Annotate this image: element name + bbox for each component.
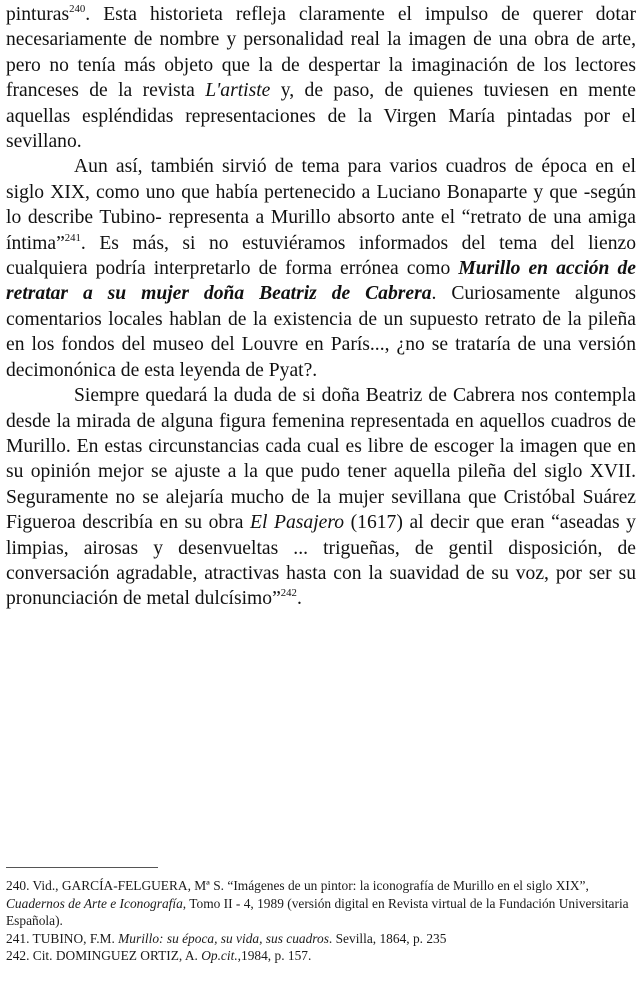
paragraph-3 bbox=[6, 383, 636, 612]
footnote-separator bbox=[6, 867, 158, 868]
footnote-ref: 241 bbox=[64, 231, 81, 244]
footnotes bbox=[6, 877, 636, 965]
bold-italic-run: Murillo en acción de retratar a su mujer doña Beatriz de Cabrera bbox=[6, 258, 636, 305]
text-run: . Curiosamente algunos comentarios locales hablan de la existencia de un supuesto retrato de la pileña en los fondos del museo del Louvre en París..., ¿no se trataría de una versión decimonónica de esta leyenda de Pyat?. bbox=[6, 283, 637, 381]
text-run: 241. TUBINO, F.M. bbox=[6, 930, 119, 946]
text-run: . Es más, si no estuviéramos informados del tema del lienzo cualquiera podría interpretarlo de forma errónea como bbox=[6, 232, 636, 280]
paragraph-2 bbox=[6, 154, 636, 383]
footnote-241 bbox=[6, 930, 636, 948]
italic-run: El Pasajero bbox=[250, 512, 345, 534]
text-run: , Tomo II - 4, 1989 (versión digital en Revista virtual de la Fundación Universitaria Española). bbox=[6, 895, 629, 928]
paragraph-1 bbox=[6, 2, 636, 154]
text-run: . Esta historieta refleja claramente el impulso de querer dotar necesariamente de nombre y personalidad real la imagen de una obra de arte, pero no tenía más objeto que la de despertar la imaginación de los lectores franceses de la revista bbox=[6, 4, 636, 102]
text-run: y, de paso, de quienes tuviesen en mente aquellas espléndidas representaciones de la Virgen María pintadas por el sevillano. bbox=[6, 80, 637, 153]
text-run: Siempre quedará la duda de si doña Beatriz de Cabrera nos contempla desde la mirada de alguna figura femenina representada en aquellos cuadros de Murillo. En estas circunstancias cada cual es libre de escoger la imagen que en su opinión mejor se ajuste a la que pudo tener aquella pileña del siglo XVII. Seguramente no se alejaría mucho de la mujer sevillana que Cristóbal Suárez Figueroa describía en su obra bbox=[6, 385, 636, 534]
text-run: 242. Cit. DOMINGUEZ ORTIZ, A. bbox=[6, 948, 202, 963]
italic-run: Op.cit. bbox=[201, 948, 238, 963]
text-run: ,1984, p. 157. bbox=[237, 948, 312, 963]
footnote-240 bbox=[6, 877, 636, 930]
text-run: . bbox=[296, 588, 302, 610]
text-run: Aun así, también sirvió de tema para varios cuadros de época en el siglo XIX, como uno que había pertenecido a Luciano Bonaparte y que -según lo describe Tubino- representa a Murillo absorto ante el “retrato de una amiga íntima” bbox=[6, 156, 636, 254]
footnote-ref: 242 bbox=[280, 587, 297, 600]
text-run: . Sevilla, 1864, p. 235 bbox=[328, 930, 447, 946]
text-run: 240. Vid., GARCÍA-FELGUERA, Mª S. “Imágenes de un pintor: la iconografía de Murillo en el siglo XIX”, bbox=[6, 878, 589, 893]
italic-run: L'artiste bbox=[205, 80, 271, 102]
text-run: pinturas bbox=[6, 4, 70, 25]
footnote-ref: 240 bbox=[69, 2, 86, 15]
footnote-242 bbox=[6, 947, 636, 965]
italic-run: Cuadernos de Arte e Iconografía bbox=[6, 895, 183, 911]
body-text bbox=[6, 2, 636, 612]
italic-run: Murillo: su época, su vida, sus cuadros bbox=[118, 930, 329, 946]
text-run: (1617) al decir que eran “aseadas y limpias, airosas y desenvueltas ... trigueñas, de gentil disposición, de conversación agradable, atractivas hasta con la suavidad de su voz, por ser su pronunciación de metal dulcísimo” bbox=[6, 512, 636, 610]
